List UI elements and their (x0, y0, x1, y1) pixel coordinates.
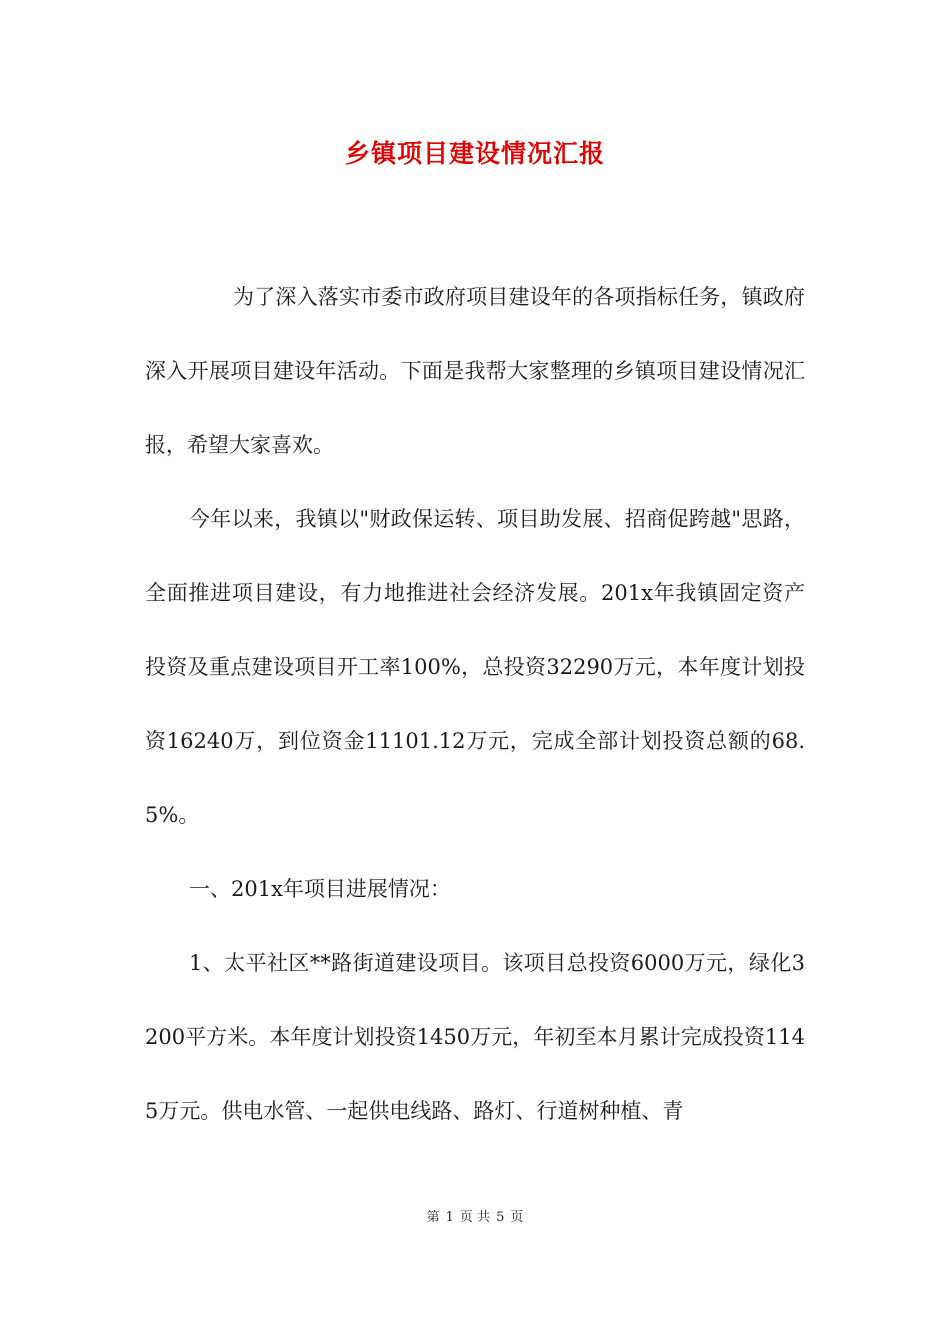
footer-total-pages: 5 (496, 1210, 505, 1225)
document-title: 乡镇项目建设情况汇报 (344, 139, 605, 168)
paragraph-intro: 为了深入落实市委市政府项目建设年的各项指标任务，镇政府深入开展项目建设年活动。下面是我帮大家整理的乡镇项目建设情况汇报，希望大家喜欢。 (145, 285, 805, 457)
section-heading: 一、201x年项目进展情况： (189, 877, 451, 901)
footer-middle: 页 共 (459, 1210, 491, 1225)
paragraph-project-1: 1、太平社区**路街道建设项目。该项目总投资6000万元，绿化3200平方米。本年度计划投资1450万元，年初至本月累计完成投资1145万元。供电水管、一起供电线路、路灯、行道树种植、青 (145, 951, 805, 1123)
footer-current-page: 1 (445, 1210, 454, 1225)
paragraph-overview: 今年以来，我镇以"财政保运转、项目助发展、招商促跨越"思路，全面推进项目建设，有力地推进社会经济发展。201x年我镇固定资产投资及重点建设项目开工率100%，总投资32290万元，本年度计划投资16240万，到位资金11101.12万元，完成全部计划投资总额的68.5%。 (145, 507, 805, 827)
footer-prefix: 第 (426, 1210, 440, 1225)
page-footer (0, 1206, 950, 1230)
footer-suffix: 页 (510, 1210, 524, 1225)
